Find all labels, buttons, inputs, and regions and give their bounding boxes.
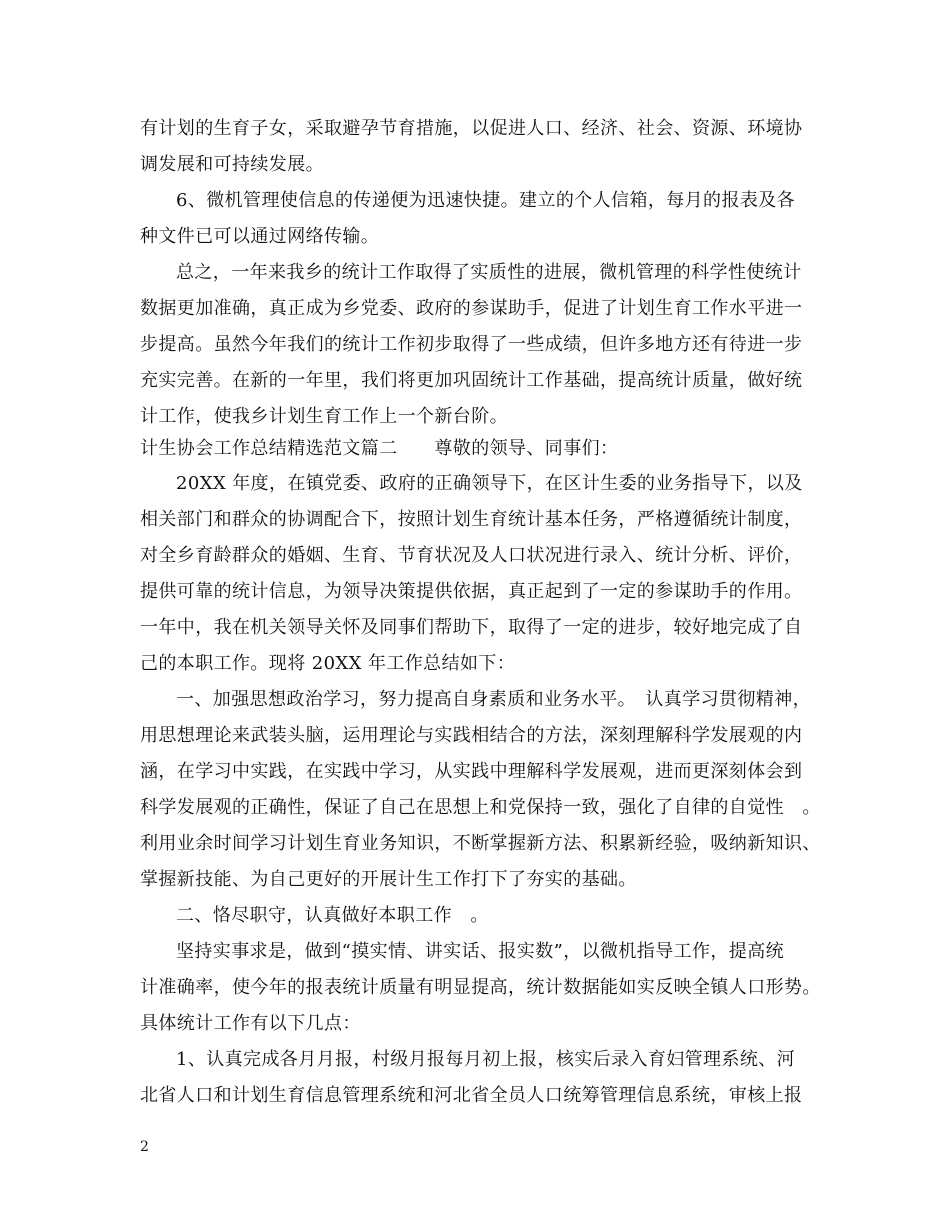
- page-number: 2: [140, 1139, 149, 1155]
- text-line: 数据更加准确，真正成为乡党委、政府的参谋助手，促进了计划生育工作水平进一: [140, 298, 803, 319]
- text-line: 计工作，使我乡计划生育工作上一个新台阶。: [140, 406, 508, 427]
- text-line: 相关部门和群众的协调配合下，按照计划生育统计基本任务，严格遵循统计制度，: [140, 509, 803, 530]
- text-line: 总之，一年来我乡的统计工作取得了实质性的进展，微机管理的科学性使统计: [176, 262, 802, 283]
- text-line: 计准确率，使今年的报表统计质量有明显提高，统计数据能如实反映全镇人口形势。: [140, 977, 821, 998]
- text-line: 科学发展观的正确性，保证了自己在思想上和党保持一致，强化了自律的自觉性 。: [140, 797, 821, 818]
- text-line: 步提高。虽然今年我们的统计工作初步取得了一些成绩，但许多地方还有待进一步: [140, 334, 803, 355]
- text-line: 坚持实事求是，做到“摸实情、讲实话、报实数”，以微机指导工作，提高统: [176, 941, 785, 962]
- text-line: 提供可靠的统计信息，为领导决策提供依据，真正起到了一定的参谋助手的作用。: [140, 581, 803, 602]
- text-line: 调发展和可持续发展。: [140, 154, 324, 175]
- text-line: 涵，在学习中实践，在实践中学习，从实践中理解科学发展观，进而更深刻体会到: [140, 761, 803, 782]
- text-line: 一、加强思想政治学习，努力提高自身素质和业务水平。 认真学习贯彻精神，: [176, 689, 811, 710]
- text-line: 用思想理论来武装头脑，运用理论与实践相结合的方法，深刻理解科学发展观的内: [140, 725, 803, 746]
- text-line: 有计划的生育子女，采取避孕节育措施，以促进人口、经济、社会、资源、环境协: [140, 118, 803, 139]
- text-line: 1、认真完成各月月报，村级月报每月初上报，核实后录入育妇管理系统、河: [176, 1049, 796, 1070]
- text-line: 掌握新技能、为自己更好的开展计生工作打下了夯实的基础。: [140, 869, 637, 890]
- text-line: 二、恪尽职守，认真做好本职工作 。: [176, 905, 489, 926]
- text-line: 己的本职工作。现将 20XX 年工作总结如下：: [140, 653, 516, 674]
- text-line: 6、微机管理使信息的传递便为迅速快捷。建立的个人信箱，每月的报表及各: [176, 190, 796, 211]
- text-line: 一年中，我在机关领导关怀及同事们帮助下，取得了一定的进步，较好地完成了自: [140, 617, 803, 638]
- text-line: 种文件已可以通过网络传输。: [140, 226, 380, 247]
- text-line: 利用业余时间学习计划生育业务知识，不断掌握新方法、积累新经验，吸纳新知识、: [140, 833, 821, 854]
- text-line: 对全乡育龄群众的婚姻、生育、节育状况及人口状况进行录入、统计分析、评价，: [140, 545, 803, 566]
- text-line: 20XX 年度，在镇党委、政府的正确领导下，在区计生委的业务指导下，以及: [176, 473, 803, 494]
- text-line: 北省人口和计划生育信息管理系统和河北省全员人口统筹管理信息系统，审核上报: [140, 1085, 803, 1106]
- section-heading: 计生协会工作总结精选范文篇二 尊敬的领导、同事们：: [140, 438, 619, 459]
- text-line: 充实完善。在新的一年里，我们将更加巩固统计工作基础，提高统计质量，做好统: [140, 370, 803, 391]
- text-line: 具体统计工作有以下几点：: [140, 1013, 361, 1034]
